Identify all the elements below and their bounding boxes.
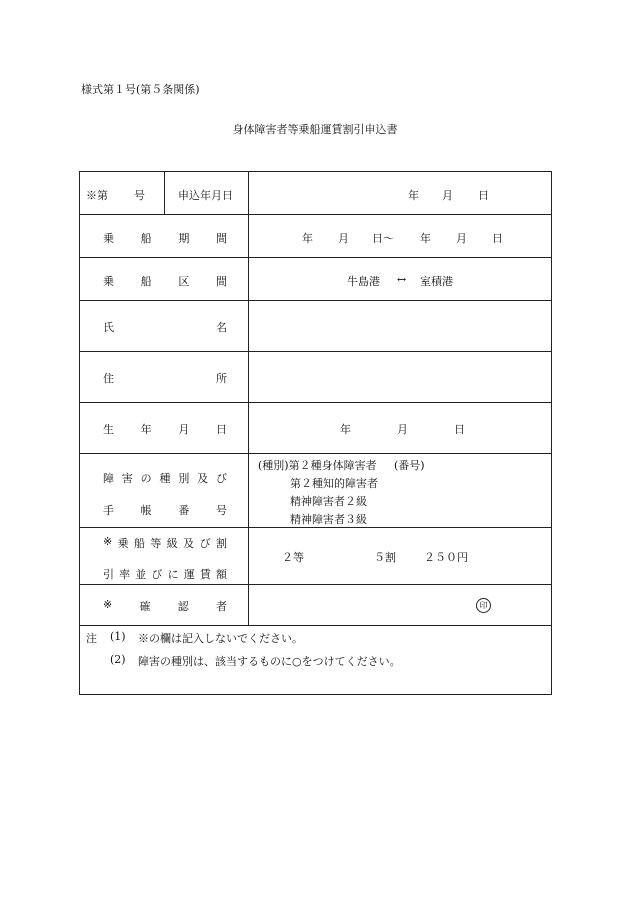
document-title: 身体障害者等乗船運賃割引申込書 [232, 123, 398, 136]
row-divider [80, 453, 551, 454]
row-divider [80, 257, 551, 258]
handbook-number-note: (番号) [394, 459, 425, 472]
application-date-month[interactable]: 月 [442, 189, 453, 202]
disability-option[interactable]: 精神障害者３級 [290, 513, 367, 526]
name-label: 氏 名 [103, 321, 227, 334]
birthdate-label: 生 年 月 日 [103, 423, 227, 436]
row-divider [80, 527, 551, 528]
disability-option[interactable]: 精神障害者２級 [290, 495, 367, 508]
discount-fare-label: 引 率 並 び に 運 賃 額 [103, 568, 227, 581]
row-divider [80, 214, 551, 215]
row-divider [80, 584, 551, 585]
receipt-number-suffix: 号 [134, 189, 145, 202]
application-date-label: 申込年月日 [178, 189, 233, 202]
birth-month[interactable]: 月 [397, 423, 408, 436]
row-divider [80, 351, 551, 352]
address-label: 住 所 [103, 372, 227, 385]
column-divider [164, 172, 165, 215]
period-start-month[interactable]: 月 [338, 232, 349, 245]
column-divider [248, 172, 249, 215]
notes-prefix: 注 [86, 632, 97, 645]
note-number: (2) [110, 653, 126, 666]
note-number: (1) [110, 630, 126, 643]
birth-year[interactable]: 年 [340, 423, 351, 436]
discount-rate: ５割 [374, 551, 396, 564]
name-field[interactable] [250, 302, 550, 349]
boarding-period-label: 乗 船 期 間 [103, 232, 227, 245]
period-start-day[interactable]: 日〜 [372, 232, 394, 245]
application-table [79, 171, 552, 695]
birth-day[interactable]: 日 [454, 423, 465, 436]
two-way-arrow-icon: ↔ [397, 273, 407, 286]
disability-option[interactable]: 第２種知的障害者 [290, 477, 378, 490]
boarding-section-label: 乗 船 区 間 [103, 275, 227, 288]
period-start-year[interactable]: 年 [302, 232, 313, 245]
note-text: 障害の種別は、該当するものに○をつけてください。 [138, 655, 401, 668]
address-field[interactable] [250, 353, 550, 400]
period-end-year[interactable]: 年 [420, 232, 431, 245]
period-end-month[interactable]: 月 [456, 232, 467, 245]
handbook-number-label: 手 帳 番 号 [103, 504, 227, 517]
note-text: ※の欄は記入しないでください。 [138, 632, 303, 645]
boarding-class: ２等 [282, 551, 304, 564]
disability-option[interactable]: (種別)第２種身体障害者 [258, 459, 377, 472]
fare-amount: ２５０円 [424, 551, 468, 564]
departure-port: 牛島港 [347, 275, 380, 288]
fare-class-label: ※ 乗 船 等 級 及 び 割 [103, 535, 227, 550]
row-divider [80, 402, 551, 403]
column-divider [248, 214, 249, 626]
seal-mark[interactable]: 印 [476, 598, 491, 613]
application-date-year[interactable]: 年 [408, 189, 419, 202]
confirmer-label: ※ 確 認 者 [103, 598, 227, 613]
row-divider [80, 625, 551, 626]
form-number: 様式第１号(第５条関係) [81, 83, 200, 96]
row-divider [80, 300, 551, 301]
application-date-day[interactable]: 日 [478, 189, 489, 202]
period-end-day[interactable]: 日 [492, 232, 503, 245]
disability-type-label: 障 害 の 種 別 及 び [103, 472, 227, 485]
arrival-port: 室積港 [420, 275, 453, 288]
receipt-number-prefix: ※第 [86, 189, 108, 202]
